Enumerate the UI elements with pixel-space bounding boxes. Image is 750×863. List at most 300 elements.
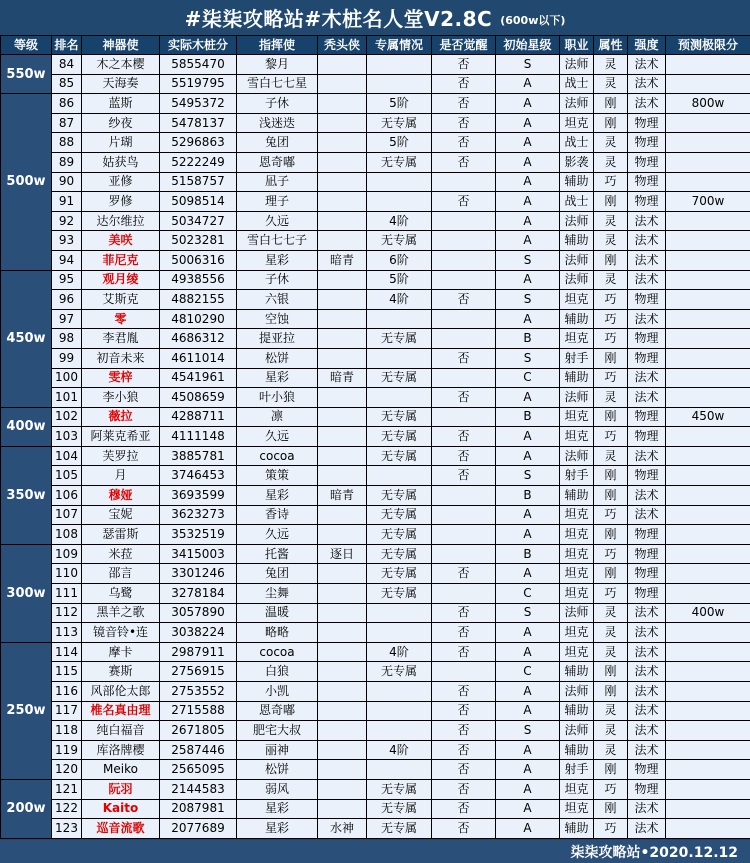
strength-cell: 物理 [628, 348, 666, 368]
rank-cell: 117 [52, 701, 82, 721]
bald-hero-cell [318, 192, 367, 212]
star-cell: A [496, 427, 560, 447]
bald-hero-cell [318, 348, 367, 368]
star-cell: C [496, 662, 560, 682]
attribute-cell: 巧 [594, 584, 628, 604]
awakened-cell [432, 407, 496, 427]
rank-cell: 118 [52, 721, 82, 741]
predicted-limit-cell [666, 740, 750, 760]
class-cell: 法师 [560, 603, 594, 623]
predicted-limit-cell [666, 388, 750, 408]
attribute-cell: 灵 [594, 55, 628, 75]
strength-cell: 法术 [628, 721, 666, 741]
class-cell: 法师 [560, 250, 594, 270]
class-cell: 辅助 [560, 740, 594, 760]
strength-cell: 物理 [628, 427, 666, 447]
score-cell: 4111148 [160, 427, 237, 447]
awakened-cell [432, 211, 496, 231]
class-cell: 战士 [560, 133, 594, 153]
bald-hero-cell: 暗青 [318, 486, 367, 506]
awakened-cell: 否 [432, 682, 496, 702]
class-cell: 坦克 [560, 779, 594, 799]
strength-cell: 法术 [628, 682, 666, 702]
commander-cell: 恩奇嘟 [237, 701, 318, 721]
predicted-limit-cell [666, 231, 750, 251]
star-cell: A [496, 94, 560, 114]
character-name-cell: 月 [82, 466, 160, 486]
star-cell: A [496, 682, 560, 702]
commander-cell: 小凯 [237, 682, 318, 702]
commander-cell: 久远 [237, 525, 318, 545]
rank-cell: 90 [52, 172, 82, 192]
awakened-cell [432, 662, 496, 682]
title-main: #柒柒攻略站#木桩名人堂V2.8C [184, 7, 493, 31]
predicted-limit-cell [666, 525, 750, 545]
exclusive-cell: 无专属 [367, 152, 432, 172]
commander-cell: 黎月 [237, 55, 318, 75]
attribute-cell: 巧 [594, 779, 628, 799]
attribute-cell: 刚 [594, 94, 628, 114]
class-cell: 辅助 [560, 231, 594, 251]
rank-cell: 89 [52, 152, 82, 172]
table-row [1, 819, 750, 839]
exclusive-cell: 无专属 [367, 113, 432, 133]
score-cell: 5158757 [160, 172, 237, 192]
character-name-cell: 镜音铃•连 [82, 623, 160, 643]
character-name-cell: 阮羽 [82, 779, 160, 799]
exclusive-cell: 4阶 [367, 290, 432, 310]
bald-hero-cell [318, 721, 367, 741]
predicted-limit-cell [666, 642, 750, 662]
bald-hero-cell [318, 329, 367, 349]
rank-cell: 103 [52, 427, 82, 447]
class-cell: 法师 [560, 55, 594, 75]
star-cell: A [496, 74, 560, 94]
character-name-cell: 片瑚 [82, 133, 160, 153]
attribute-cell: 巧 [594, 544, 628, 564]
attribute-cell: 巧 [594, 329, 628, 349]
predicted-limit-cell [666, 662, 750, 682]
rank-cell: 116 [52, 682, 82, 702]
predicted-limit-cell [666, 55, 750, 75]
score-cell: 3693599 [160, 486, 237, 506]
rank-cell: 105 [52, 466, 82, 486]
character-name-cell: 木之本樱 [82, 55, 160, 75]
star-cell: A [496, 505, 560, 525]
col-header: 排名 [52, 36, 82, 55]
character-name-cell: 芙罗拉 [82, 446, 160, 466]
score-cell: 4882155 [160, 290, 237, 310]
bald-hero-cell [318, 133, 367, 153]
predicted-limit-cell: 450w [666, 407, 750, 427]
character-name-cell: 阿莱克希亚 [82, 427, 160, 447]
table-row [1, 388, 750, 408]
rank-cell: 104 [52, 446, 82, 466]
table-row [1, 486, 750, 506]
class-cell: 射手 [560, 348, 594, 368]
attribute-cell: 巧 [594, 427, 628, 447]
score-cell: 4938556 [160, 270, 237, 290]
table-header-row [1, 36, 750, 55]
star-cell: A [496, 740, 560, 760]
attribute-cell: 灵 [594, 133, 628, 153]
class-cell: 坦克 [560, 564, 594, 584]
exclusive-cell [367, 348, 432, 368]
tier-label-cell: 350w [1, 446, 52, 544]
attribute-cell: 刚 [594, 250, 628, 270]
commander-cell: 尘舞 [237, 584, 318, 604]
commander-cell: 久远 [237, 211, 318, 231]
commander-cell: 提亚拉 [237, 329, 318, 349]
rank-cell: 98 [52, 329, 82, 349]
score-cell: 5519795 [160, 74, 237, 94]
exclusive-cell [367, 172, 432, 192]
exclusive-cell [367, 701, 432, 721]
rank-cell: 108 [52, 525, 82, 545]
table-row [1, 290, 750, 310]
star-cell: A [496, 152, 560, 172]
exclusive-cell: 5阶 [367, 270, 432, 290]
commander-cell: 空蚀 [237, 309, 318, 329]
attribute-cell: 巧 [594, 309, 628, 329]
strength-cell: 物理 [628, 407, 666, 427]
attribute-cell: 灵 [594, 623, 628, 643]
strength-cell: 法术 [628, 94, 666, 114]
class-cell: 坦克 [560, 642, 594, 662]
class-cell: 坦克 [560, 113, 594, 133]
bald-hero-cell [318, 270, 367, 290]
rank-cell: 113 [52, 623, 82, 643]
star-cell: S [496, 466, 560, 486]
character-name-cell: 椎名真由理 [82, 701, 160, 721]
class-cell: 战士 [560, 192, 594, 212]
table-row [1, 152, 750, 172]
attribute-cell: 刚 [594, 525, 628, 545]
bald-hero-cell [318, 74, 367, 94]
awakened-cell: 否 [432, 348, 496, 368]
star-cell: S [496, 721, 560, 741]
table-row [1, 564, 750, 584]
exclusive-cell [367, 721, 432, 741]
predicted-limit-cell [666, 721, 750, 741]
attribute-cell: 灵 [594, 642, 628, 662]
star-cell: A [496, 309, 560, 329]
attribute-cell: 灵 [594, 603, 628, 623]
table-row [1, 172, 750, 192]
awakened-cell: 否 [432, 290, 496, 310]
predicted-limit-cell [666, 682, 750, 702]
star-cell: B [496, 329, 560, 349]
rank-cell: 87 [52, 113, 82, 133]
star-cell: A [496, 113, 560, 133]
character-name-cell: 亚修 [82, 172, 160, 192]
col-header: 秃头侠 [318, 36, 367, 55]
strength-cell: 物理 [628, 466, 666, 486]
awakened-cell [432, 486, 496, 506]
strength-cell: 法术 [628, 662, 666, 682]
predicted-limit-cell [666, 819, 750, 839]
attribute-cell: 刚 [594, 799, 628, 819]
exclusive-cell [367, 623, 432, 643]
page-title [0, 0, 750, 35]
exclusive-cell: 无专属 [367, 779, 432, 799]
rank-cell: 123 [52, 819, 82, 839]
predicted-limit-cell [666, 270, 750, 290]
bald-hero-cell [318, 231, 367, 251]
strength-cell: 物理 [628, 290, 666, 310]
character-name-cell: 摩卡 [82, 642, 160, 662]
attribute-cell: 灵 [594, 446, 628, 466]
star-cell: S [496, 250, 560, 270]
col-header: 等级 [1, 36, 52, 55]
star-cell: B [496, 486, 560, 506]
score-cell: 3532519 [160, 525, 237, 545]
strength-cell: 物理 [628, 152, 666, 172]
rank-cell: 106 [52, 486, 82, 506]
score-cell: 2753552 [160, 682, 237, 702]
attribute-cell: 刚 [594, 564, 628, 584]
awakened-cell [432, 329, 496, 349]
strength-cell: 物理 [628, 329, 666, 349]
exclusive-cell: 5阶 [367, 133, 432, 153]
character-name-cell: 米菈 [82, 544, 160, 564]
character-name-cell: 蓝斯 [82, 94, 160, 114]
attribute-cell: 刚 [594, 407, 628, 427]
score-cell: 3057890 [160, 603, 237, 623]
class-cell: 辅助 [560, 701, 594, 721]
footer-credit: 柒柒攻略站•2020.12.12 [0, 840, 750, 863]
star-cell: A [496, 701, 560, 721]
class-cell: 影袭 [560, 152, 594, 172]
bald-hero-cell [318, 55, 367, 75]
awakened-cell [432, 368, 496, 388]
character-name-cell: 库洛牌樱 [82, 740, 160, 760]
table-row [1, 603, 750, 623]
table-row [1, 368, 750, 388]
score-cell: 2077689 [160, 819, 237, 839]
commander-cell: 雪白七七子 [237, 231, 318, 251]
rank-cell: 92 [52, 211, 82, 231]
col-header: 强度 [628, 36, 666, 55]
attribute-cell: 刚 [594, 192, 628, 212]
bald-hero-cell: 逐日 [318, 544, 367, 564]
exclusive-cell [367, 682, 432, 702]
predicted-limit-cell [666, 348, 750, 368]
awakened-cell: 否 [432, 564, 496, 584]
commander-cell: 叶小狼 [237, 388, 318, 408]
exclusive-cell: 4阶 [367, 211, 432, 231]
commander-cell: 略略 [237, 623, 318, 643]
star-cell: B [496, 407, 560, 427]
character-name-cell: 李小狼 [82, 388, 160, 408]
strength-cell: 法术 [628, 505, 666, 525]
rank-cell: 85 [52, 74, 82, 94]
awakened-cell [432, 250, 496, 270]
score-cell: 5855470 [160, 55, 237, 75]
strength-cell: 法术 [628, 270, 666, 290]
table-body [1, 55, 750, 839]
score-cell: 2715588 [160, 701, 237, 721]
commander-cell: 兔团 [237, 564, 318, 584]
class-cell: 辅助 [560, 662, 594, 682]
star-cell: A [496, 388, 560, 408]
character-name-cell: 李君胤 [82, 329, 160, 349]
class-cell: 坦克 [560, 525, 594, 545]
awakened-cell: 否 [432, 779, 496, 799]
predicted-limit-cell [666, 584, 750, 604]
star-cell: A [496, 623, 560, 643]
score-cell: 3623273 [160, 505, 237, 525]
class-cell: 辅助 [560, 172, 594, 192]
predicted-limit-cell [666, 250, 750, 270]
star-cell: S [496, 290, 560, 310]
predicted-limit-cell [666, 779, 750, 799]
tier-label-cell: 450w [1, 270, 52, 407]
table-row [1, 799, 750, 819]
awakened-cell: 否 [432, 819, 496, 839]
star-cell: A [496, 172, 560, 192]
character-name-cell: 乌鹭 [82, 584, 160, 604]
star-cell: A [496, 446, 560, 466]
class-cell: 辅助 [560, 486, 594, 506]
star-cell: S [496, 348, 560, 368]
awakened-cell: 否 [432, 740, 496, 760]
exclusive-cell: 无专属 [367, 407, 432, 427]
bald-hero-cell [318, 642, 367, 662]
character-name-cell: 邵言 [82, 564, 160, 584]
character-name-cell: 纱夜 [82, 113, 160, 133]
class-cell: 坦克 [560, 799, 594, 819]
exclusive-cell [367, 74, 432, 94]
commander-cell: 星彩 [237, 486, 318, 506]
class-cell: 坦克 [560, 505, 594, 525]
exclusive-cell: 无专属 [367, 799, 432, 819]
strength-cell: 法术 [628, 55, 666, 75]
score-cell: 2565095 [160, 760, 237, 780]
awakened-cell [432, 584, 496, 604]
bald-hero-cell [318, 407, 367, 427]
exclusive-cell: 4阶 [367, 740, 432, 760]
commander-cell: 托酱 [237, 544, 318, 564]
commander-cell: 星彩 [237, 250, 318, 270]
awakened-cell: 否 [432, 466, 496, 486]
awakened-cell: 否 [432, 388, 496, 408]
predicted-limit-cell [666, 466, 750, 486]
commander-cell: 浅迷迭 [237, 113, 318, 133]
character-name-cell: 风部伦太郎 [82, 682, 160, 702]
commander-cell: 兔团 [237, 133, 318, 153]
character-name-cell: 瑟雷斯 [82, 525, 160, 545]
awakened-cell [432, 270, 496, 290]
strength-cell: 法术 [628, 799, 666, 819]
character-name-cell: 观月绫 [82, 270, 160, 290]
attribute-cell: 灵 [594, 721, 628, 741]
table-row [1, 231, 750, 251]
attribute-cell: 灵 [594, 152, 628, 172]
star-cell: C [496, 368, 560, 388]
star-cell: A [496, 799, 560, 819]
strength-cell: 法术 [628, 309, 666, 329]
rank-cell: 107 [52, 505, 82, 525]
star-cell: A [496, 211, 560, 231]
bald-hero-cell: 暗青 [318, 368, 367, 388]
rank-cell: 109 [52, 544, 82, 564]
awakened-cell [432, 309, 496, 329]
attribute-cell: 巧 [594, 505, 628, 525]
class-cell: 法师 [560, 270, 594, 290]
bald-hero-cell [318, 779, 367, 799]
bald-hero-cell [318, 113, 367, 133]
attribute-cell: 刚 [594, 486, 628, 506]
predicted-limit-cell [666, 211, 750, 231]
awakened-cell [432, 231, 496, 251]
character-name-cell: 赛斯 [82, 662, 160, 682]
rank-cell: 102 [52, 407, 82, 427]
awakened-cell: 否 [432, 721, 496, 741]
table-row [1, 682, 750, 702]
awakened-cell: 否 [432, 799, 496, 819]
awakened-cell: 否 [432, 94, 496, 114]
attribute-cell: 巧 [594, 290, 628, 310]
class-cell: 坦克 [560, 427, 594, 447]
predicted-limit-cell [666, 172, 750, 192]
exclusive-cell [367, 309, 432, 329]
exclusive-cell: 无专属 [367, 427, 432, 447]
commander-cell: 策策 [237, 466, 318, 486]
bald-hero-cell [318, 603, 367, 623]
table-row [1, 94, 750, 114]
strength-cell: 法术 [628, 74, 666, 94]
rank-cell: 86 [52, 94, 82, 114]
class-cell: 辅助 [560, 368, 594, 388]
table-row [1, 525, 750, 545]
character-name-cell: Meiko [82, 760, 160, 780]
table-row [1, 407, 750, 427]
predicted-limit-cell [666, 701, 750, 721]
exclusive-cell: 无专属 [367, 446, 432, 466]
score-cell: 3415003 [160, 544, 237, 564]
strength-cell: 物理 [628, 779, 666, 799]
star-cell: A [496, 270, 560, 290]
class-cell: 法师 [560, 721, 594, 741]
col-header: 专属情况 [367, 36, 432, 55]
bald-hero-cell [318, 94, 367, 114]
score-cell: 5222249 [160, 152, 237, 172]
attribute-cell: 刚 [594, 662, 628, 682]
class-cell: 坦克 [560, 290, 594, 310]
strength-cell: 法术 [628, 740, 666, 760]
predicted-limit-cell [666, 113, 750, 133]
col-header: 指挥使 [237, 36, 318, 55]
character-name-cell: 纯白福音 [82, 721, 160, 741]
tier-label-cell: 550w [1, 55, 52, 94]
awakened-cell: 否 [432, 113, 496, 133]
col-header: 属性 [594, 36, 628, 55]
star-cell: A [496, 564, 560, 584]
exclusive-cell: 4阶 [367, 642, 432, 662]
exclusive-cell: 无专属 [367, 329, 432, 349]
bald-hero-cell [318, 799, 367, 819]
table-row [1, 721, 750, 741]
commander-cell: 六银 [237, 290, 318, 310]
attribute-cell: 刚 [594, 348, 628, 368]
strength-cell: 物理 [628, 584, 666, 604]
class-cell: 坦克 [560, 407, 594, 427]
predicted-limit-cell [666, 799, 750, 819]
score-cell: 2087981 [160, 799, 237, 819]
table-row [1, 446, 750, 466]
table-row [1, 760, 750, 780]
